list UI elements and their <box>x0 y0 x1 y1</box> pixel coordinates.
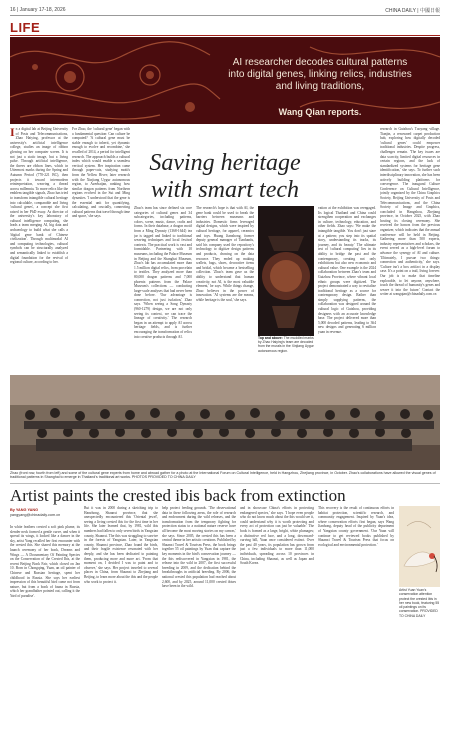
story-column-2: For Zhao, the 'cultural gene' began with a fundamental question: Can culture be computed? 'A cultural gene must be stable enough to inherit, yet dynamic enough to evolve and recombine,' she recalled of 2014, a period for intelligent research. The approach builds a cultural index which would enable a seamless vertical system. Her inspiration came through paper-cuts, studying motifs from the Yellow River; later research with the Xinjiang Uygur autonomous region, to Azerbaijan, ranking how similar dragon patterns from Northern regions evolved in the Sui and Ming dynasties. 'I understood that the gene is the essential unit for quantifying, calculating, and crucially, connecting cultural patterns that travel through time and space,' she says. <box>72 127 130 219</box>
story2-column-4: and in showcase China's efforts in protecting endangered species,' she says. 'I hope even people who do not know much about the ibis would see it, could understand why it is worth protecting and every act of protection can just be valuable.' The book is framed as a large, bright, white plumages; a distinctive red face, and a long, downward-curving bill, Yuan once considered extinct. Over the past 40 years, its population has grown from just a few individuals to more than 11,000 individuals, spreading across 10 provinces in China, including Shaanxi, as well as Japan and South Korea. <box>240 506 314 566</box>
group-photo-caption: Zhao (front row, fourth from left) and some of the cultural gene experts from home and abroad gather for a photo at the International Forum on Cultural Intelligence, held in Hangzhou, Zhejiang province, in October. Zhao's collaborations have allowed the visual genes of traditional patterns in Shanghai to emerge in Thailand's traditional art works. PHOTOS PROVIDED TO CHINA DAILY <box>10 471 436 480</box>
story-divider <box>10 483 440 484</box>
hero-text: AI researcher decodes cultural patterns into digital genes, linking relics, industries and living traditions, <box>228 57 412 92</box>
story2-column-3: help protect feeding grounds. 'The observational data in these following areas, the role of research and endowment during the wild releases, and the transformation from the temporary fighting for protection status to a national nature reserve have all become the most moving stories on my canvas,' she says. Since 2005, the crested ibis has been a central theme in her artistic creations. Published by Shaanxi Travel & Tourism Press, the book brings together 55 oil paintings by Yuan that capture the key moments in the bird's conservation journey — the ibis rediscovered in Yangxian in 1981, the release into the wild in 2007, the first successful breeding in 2009, and the dedication behind the breakthroughs in artificial breeding. By 2006, the national crested ibis population had reached about 2,600, and by 2025, around 11,000 crested ibises have been in the wild. <box>162 506 236 589</box>
artist-caption: Artist Yuan Yuan's conservation attention protect the crested ibis in her new book, featuring 55 oil paintings on its conservation. PROVIDED TO CHINA DAILY <box>399 588 440 618</box>
section-divider <box>10 35 440 36</box>
page-date: 16 | January 17-18, 2026 <box>10 7 66 13</box>
story-column-6: research in Guizhou's Tuoyang village. Tianjin, a renowned carpet production hub, exploring how digitally decoded 'cultural genes' could empower traditional industries. Despite progress, challenges remain. 'The key issues are data scarcity, limited digital resources in certain regions, and the lack of standardized systems for heritage gene identification,' she says. To further such interdisciplinary innovation, she has been actively building platforms for convergence. The inaugural Culture Conference on Cultural Intelligence, jointly organized by the China Graphics Society, Beijing University of Posts and Telecommunications, and the China Society of Image and Graphics, concluded in Hangzhou, Zhejiang province, in October 2025, with Zhao hosting its closing ceremony. She received the honors from the previous organizer, which indicates that the annual conference will be held in Beijing. Gathering more than 500 experts, industry representatives and scholars, the event served as a high-level forum to advance the synergy of AI and culture. 'Ultimately, I pursue two things: connection and authenticity,' she says. 'Culture isn't a box artifact in a display case. It's a point on a trail, living forever. Our job is to make that timeline explorable, to let anyone, anywhere, touch the thread of humanity's genes and weave it into the future.' Contact the writer at wangqian@chinadaily.com.cn <box>380 127 440 297</box>
mural-caption-bold: Top and above: <box>258 336 283 340</box>
story2-title: Artist paints the crested ibis back from extinction <box>10 486 346 505</box>
story-column-1 <box>10 127 68 371</box>
story-column-3: Zhao's team has since defined six core categories of cultural genes and 34 subcategories, including patterns, colors, scene, music, dance, crafts and forms. In their database, a dragon motif from a Ming Dynasty (1368-1644) tea jar is tagged and linked to traditional weaving techniques and local festival contexts. The practical work is vast and formidable. Partnering with 10 museums, including the Palace Museum in Beijing and the Shanghai Museum, Zhao's lab has accumulated more than 1.5 million digital relics, from porcelain to textiles. They analyzed more than 80,000 dragon patterns and 7,000 phoenix patterns from the Palace Museum's collections — conducting large-scale analyses that had never been done before. 'Our advantage is connection, not just isolation,' Zhao says. 'When seeing a Song Dynasty (960-1279) design, we are not only seeing its context, we can trace the lineage of creativity.' The research began in an attempt to apply AI across heritage fields, and is further encouraging the transformation of relics into creative products through AI. <box>134 206 192 339</box>
masthead: CHINA DAILY | 中國日報 <box>385 8 440 14</box>
section-label: LIFE <box>10 20 41 35</box>
story2-author: By YANG YANG <box>10 508 39 512</box>
hero-byline: Wang Qian reports. <box>278 107 362 117</box>
mural-caption <box>258 336 314 353</box>
story-column-1-text: n a digital lab at Beijing University of Posts and Telecommunications, Zhao Haiying, professor at the university's artificial intelligence college, studies an image of ribbon glowing on her computer screen. It is not just a static image, but a living pulse. Through artificial intelligence, the threes are ribbon lines, which in Uttermost marks during the Spring and Autumn Period (770-221 BC), then projects it toward intermodern reinterpretation, weaving a thread across millennia. To more relics like the emblem tangible signals, Zhao has tried to transform intangible cultural heritage into calculable, comparable and living 'cultural genes', a concept she first raised in her PhD essay. As director of the university's key laboratory of cultural intelligence computing, she leads a team merging AI, big data and archaeology to build what she calls a 'digital gene bank of Chinese civilization'. Through multimodal AI and computing technologies, cultural symbols can be structurally analyzed and semantically linked to establish a digital foundation for the revival of regional culture, according to her. <box>10 127 68 265</box>
story2-byline <box>10 508 60 517</box>
story2-column-1: In white feathers crested a soft pink plume, its slender neck formed a gentle curve, and when it spread its wings, it looked like a dancer in the sky, artist Yang recalled her first encounter with the crested ibis. She shared this memory at the launch ceremony of her book, Dreams and Wings — A Documentary Of Painting Species on the Conservation of the Crested Ibis, at the recent Beijing Book Fair, which closed on Jan 10. Born in Chongqing, Yuan, an oil painter of Chinese and Russian heritage, spent her childhood in Russia. She says her earliest impression of this beautiful bird came not from nature, but from a book of fauna in Russia, which her grandfather pointed out, calling it the 'bird of paradise'. <box>10 525 80 598</box>
artist-photo <box>399 506 440 587</box>
story-column-4: The research's hope is that with AI, the gene bank could be used to break the barriers between museums and industries. Domestic firms leveraged digital designs, which were inspired by cultural heritage, for apparel, ceramics and toys. Huang Jianzhong, former deputy general manager of Tianhanfu, said his company used the repository's technology to digitize design patterns and products, drawing on the data resource. They ended up making wallets, bags, shoes, decorative items and bridal, which became a bestselling collection. 'Zhao's team gave us the ability to understand that human creativity, not AI, is the most valuable element,' he says. While things change, Zhao believes in the power of innovation. 'AI systems are the means, while heritage is the soul,' she says. <box>196 206 254 302</box>
hero-banner <box>10 37 440 124</box>
story2-email: yangyang@chinadaily.com.cn <box>10 512 61 517</box>
story-title: Saving heritage with smart tech <box>149 150 301 203</box>
page-header <box>10 6 440 16</box>
mural-photo <box>258 206 314 336</box>
mural-caption-text: The muddled marks by Zhao Haiying's team are decoded from the murals in the Xinjiang Uygur autonomous region. <box>258 336 314 353</box>
story2-column-5: This recovery is the result of continuous efforts in habitat protection, scientific research, and community engagement. Inspired by Yuan's idea, where conservation efforts first began, says Wang Jianhong, deputy head of the publicity department of Yangxian county government. 'Our Yuan will continue to get reviewed books published by Shaanxi Travel & Tourism Press that focus on ecological and environmental protection.' <box>318 506 394 547</box>
story2-column-2: But it was in 2000 during a sketching trip to Hanzhong, Shaanxi province, that she unexpectedly encountered this 'Oriental jewel', seeing a living crested ibis for the first time in her life. She later learned that, by 1981, wild ibis numbers had fallen to only seven birds in Yangxian county, Shaanxi. The ibis was struggling to survive in the forests of Yangxian. Later, in Yangxian county, Shaanxi province, Zhao found the birds, and their fragile existence resonated with her deeply, and she has been dedicated to painting them, producing more and more art. 'From that moment on, I decided I was to paint and to observe,' she says. Her project traveled to several places in China, from Shaanxi to Zhejiang and Beijing, to learn more about the ibis and the people who work to protect it. <box>84 506 158 584</box>
story-column-5: vation at the exhibition was reengaged. Its logical Thailand and China could strengthen cooperation and exchanges in culture, technology, education, and other fields. Zhao says: 'We make the intangible tangible. You don't just stare at a pattern; you step into its spatial story, understanding its tracks, its journey, and its beauty.' The ultimate test of 'cultural computing' lies in its ability to bridge the past and the contemporary, creating not only exhibitions but also new economic and cultural value. One example is the 2024 collaboration between Zhao's team and Guizhou Province, where vibrant local ethnic groups were digitized. The project demonstrated a way to revitalize traditional heritage as a source for contemporary design. Rather than simply supplying patterns, the collaboration was designed around the cultural logic of Guizhou, providing designers with an accurate knowledge base. The project delivered more than 5,000 decoded patterns, leading to 364 new designs and generating 6 million yuan in revenue. <box>318 206 376 335</box>
drop-cap: I <box>10 127 15 139</box>
group-photo <box>10 375 440 470</box>
